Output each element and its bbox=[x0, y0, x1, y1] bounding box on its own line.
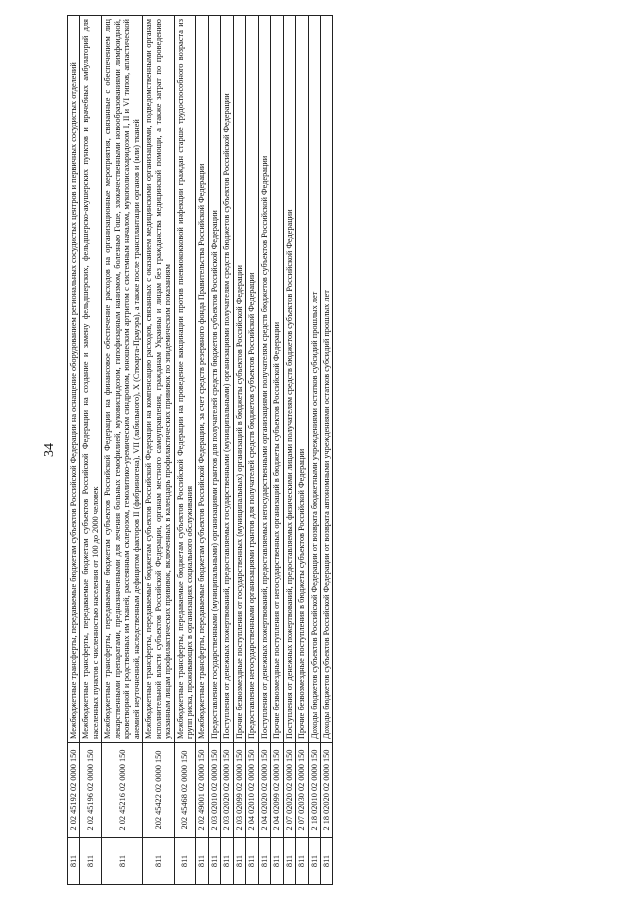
description-cell: Межбюджетные трансферты, передаваемые бюджетам субъектов Российской Федерации на создание и замену фельдшерских, фельдшерско-акушерских пунктов и врачебных амбулаторий для населенных пунктов с численностью населения от 100 до 2000 человек bbox=[80, 16, 102, 743]
admin-code-cell: 811 bbox=[258, 838, 270, 885]
budget-code-cell: 2 03 02010 02 0000 150 bbox=[208, 743, 220, 838]
description-cell: Прочие безвозмездные поступления от негосударственных организаций в бюджеты субъектов Российской Федерации bbox=[271, 16, 283, 743]
table-row bbox=[296, 16, 308, 885]
description-cell: Прочие безвозмездные поступления от государственных (муниципальных) организаций в бюджеты субъектов Российской Федерации bbox=[233, 16, 245, 743]
description-cell: Предоставление государственными (муниципальными) организациями грантов для получателей средств бюджетов субъектов Российской Федерации bbox=[208, 16, 220, 743]
table-row bbox=[271, 16, 283, 885]
budget-code-cell: 2 02 45192 02 0000 150 bbox=[68, 743, 80, 838]
budget-code-cell: 2 07 02030 02 0000 150 bbox=[296, 743, 308, 838]
table-row bbox=[221, 16, 233, 885]
description-cell: Предоставление негосударственными организациями грантов для получателей средств бюджетов субъектов Российской Федерации bbox=[246, 16, 258, 743]
table-row bbox=[208, 16, 220, 885]
table-row bbox=[233, 16, 245, 885]
description-cell: Межбюджетные трансферты, передаваемые бюджетам субъектов Российской Федерации на компенсацию расходов, связанных с оказанием медицинскими организациями, подведомственными органам исполнительной власти субъектов Российской Федерации, органам местного самоуправления, гражданам Украины и лицам без гражданства медицинской помощи, а также затрат по проведению указанным лицам профилактических прививок, включенных в календарь профилактических прививок по эпидемическим показаниям bbox=[143, 16, 174, 743]
description-cell: Доходы бюджетов субъектов Российской Федерации от возврата бюджетными учреждениями остатков субсидий прошлых лет bbox=[308, 16, 320, 743]
description-cell: Поступления от денежных пожертвований, предоставляемых государственными (муниципальными) организациями получателям средств бюджетов субъектов Российской Федерации bbox=[221, 16, 233, 743]
table-row bbox=[308, 16, 320, 885]
budget-code-cell: 2 02 49001 02 0000 150 bbox=[196, 743, 208, 838]
admin-code-cell: 811 bbox=[174, 838, 196, 885]
description-cell: Прочие безвозмездные поступления в бюджеты субъектов Российской Федерации bbox=[296, 16, 308, 743]
table-row bbox=[283, 16, 295, 885]
table-row bbox=[196, 16, 208, 885]
budget-codes-table bbox=[67, 15, 333, 885]
budget-code-cell: 2 02 45216 02 0000 150 bbox=[102, 743, 143, 838]
budget-code-cell: 2 18 02020 02 0000 150 bbox=[320, 743, 332, 838]
description-cell: Межбюджетные трансферты, передаваемые бюджетам субъектов Российской Федерации на проведение вакцинации против пневмококковой инфекции граждан старше трудоспособного возраста из групп риска, проживающих в организациях социального обслуживания bbox=[174, 16, 196, 743]
description-cell: Межбюджетные трансферты, передаваемые бюджетам субъектов Российской Федерации на финансовое обеспечение расходов на организационные мероприятия, связанные с обеспечением лиц лекарственными препаратами, предназначенными для лечения больных гемофилией, муковисцидозом, гипофизарным нанизмом, болезнью Гоше, злокачественными новообразованиями лимфоидной, кроветворной и родственных им тканей, рассеянным склерозом, гемолитико-уремическим синдромом, юношеским артритом с системным началом, мукополисахаридозом I, II и VI типов, апластической анемией неуточненной, наследственным дефицитом факторов II (фибриногена), VII (лабильного), X (Стюарта-Прауэра), а также после трансплантации органов и (или) тканей bbox=[102, 16, 143, 743]
admin-code-cell: 811 bbox=[68, 838, 80, 885]
budget-code-cell: 2 04 02010 02 0000 150 bbox=[246, 743, 258, 838]
budget-code-cell: 2 03 02020 02 0000 150 bbox=[221, 743, 233, 838]
admin-code-cell: 811 bbox=[143, 838, 174, 885]
description-cell: Поступления от денежных пожертвований, предоставляемых физическими лицами получателям средств бюджетов субъектов Российской Федерации bbox=[283, 16, 295, 743]
document-sheet bbox=[37, 15, 637, 885]
admin-code-cell: 811 bbox=[196, 838, 208, 885]
budget-code-cell: 202 45422 02 0000 150 bbox=[143, 743, 174, 838]
admin-code-cell: 811 bbox=[320, 838, 332, 885]
admin-code-cell: 811 bbox=[233, 838, 245, 885]
admin-code-cell: 811 bbox=[80, 838, 102, 885]
table-row bbox=[174, 16, 196, 885]
budget-code-cell: 202 45468 02 0000 150 bbox=[174, 743, 196, 838]
page-number: 34 bbox=[42, 443, 57, 457]
budget-code-cell: 2 07 02020 02 0000 150 bbox=[283, 743, 295, 838]
description-cell: Межбюджетные трансферты, передаваемые бюджетам субъектов Российской Федерации, за счет средств резервного фонда Правительства Российской Федерации bbox=[196, 16, 208, 743]
admin-code-cell: 811 bbox=[283, 838, 295, 885]
table-row bbox=[102, 16, 143, 885]
budget-code-cell: 2 04 02099 02 0000 150 bbox=[271, 743, 283, 838]
budget-code-cell: 2 18 02010 02 0000 150 bbox=[308, 743, 320, 838]
table-row bbox=[246, 16, 258, 885]
budget-code-cell: 2 03 02099 02 0000 150 bbox=[233, 743, 245, 838]
table-row bbox=[258, 16, 270, 885]
admin-code-cell: 811 bbox=[221, 838, 233, 885]
table-row bbox=[80, 16, 102, 885]
admin-code-cell: 811 bbox=[102, 838, 143, 885]
budget-code-cell: 2 02 45196 02 0000 150 bbox=[80, 743, 102, 838]
table-body bbox=[68, 16, 333, 885]
admin-code-cell: 811 bbox=[208, 838, 220, 885]
admin-code-cell: 811 bbox=[271, 838, 283, 885]
description-cell: Доходы бюджетов субъектов Российской Федерации от возврата автономными учреждениями остатков субсидий прошлых лет bbox=[320, 16, 332, 743]
admin-code-cell: 811 bbox=[246, 838, 258, 885]
table-row bbox=[320, 16, 332, 885]
admin-code-cell: 811 bbox=[296, 838, 308, 885]
table-row bbox=[143, 16, 174, 885]
budget-code-cell: 2 04 02020 02 0000 150 bbox=[258, 743, 270, 838]
description-cell: Поступления от денежных пожертвований, предоставляемых негосударственными организациями получателям средств бюджетов субъектов Российской Федерации bbox=[258, 16, 270, 743]
table-row bbox=[68, 16, 80, 885]
description-cell: Межбюджетные трансферты, передаваемые бюджетам субъектов Российской Федерации на оснащение оборудованием региональных сосудистых центров и первичных сосудистых отделений bbox=[68, 16, 80, 743]
admin-code-cell: 811 bbox=[308, 838, 320, 885]
